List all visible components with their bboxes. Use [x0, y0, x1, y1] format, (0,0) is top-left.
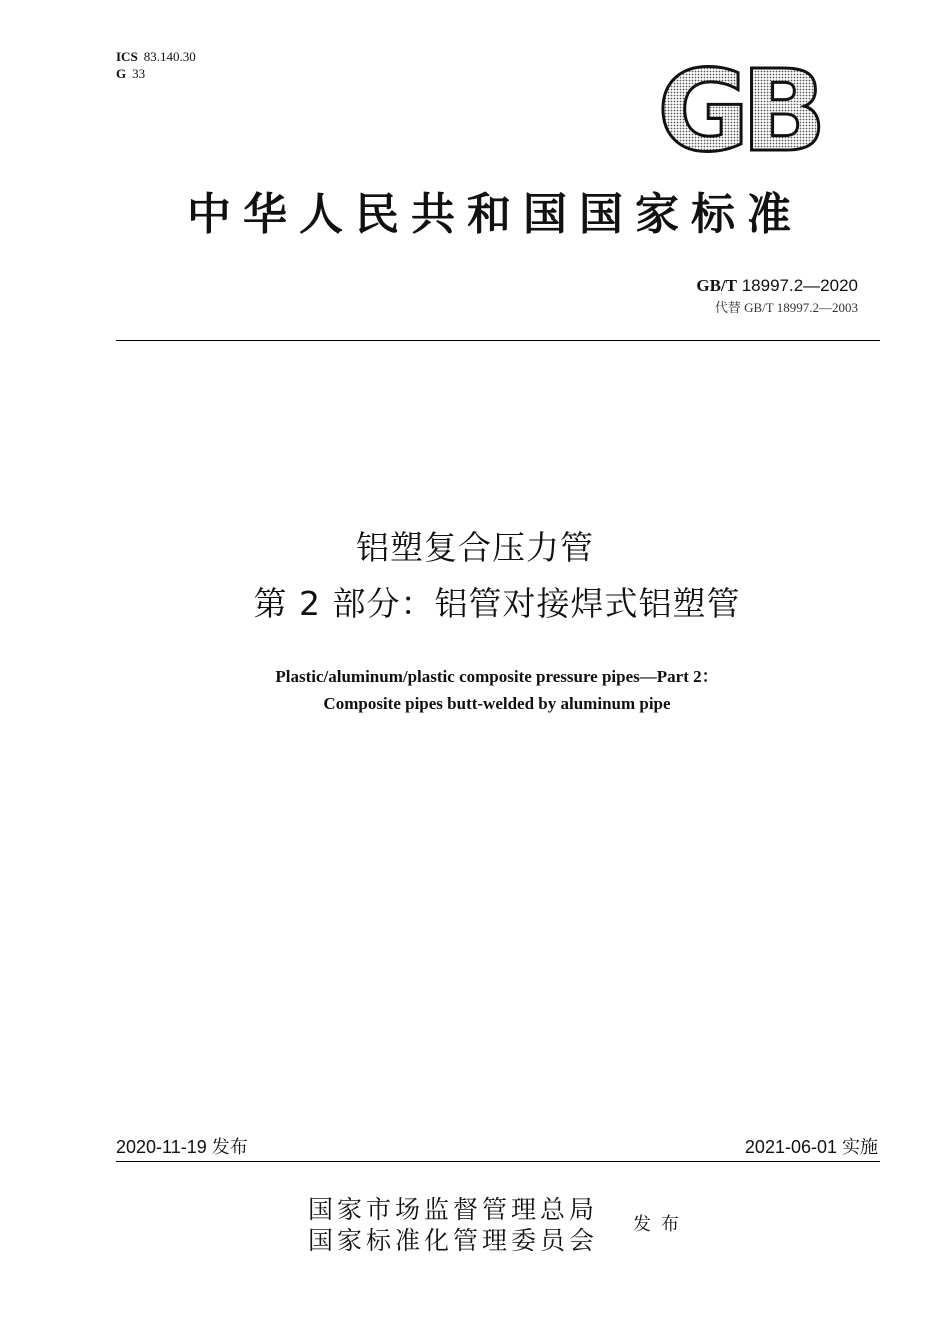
- class-line: [116, 65, 196, 82]
- standard-prefix: GB/T: [696, 276, 737, 295]
- issuer-line2: 国家标准化管理委员会: [308, 1226, 599, 1255]
- gb-logo: [640, 58, 836, 158]
- ics-line: [116, 48, 196, 65]
- bottom-divider: [116, 1161, 880, 1162]
- en-title-line2: Composite pipes butt-welded by aluminum pipe: [323, 694, 671, 713]
- issue-date: 2020-11-19 发布: [116, 1137, 248, 1157]
- ics-block: [116, 48, 196, 82]
- standard-number: [696, 276, 858, 296]
- class-code: 33: [132, 66, 146, 81]
- national-standard-title: 中华人民共和国国家标准: [187, 189, 803, 240]
- publish-label: 发布: [633, 1214, 689, 1235]
- gb-logo-text: GB: [657, 58, 819, 158]
- cn-title-line1: 铝塑复合压力管: [356, 528, 594, 567]
- cn-title-line2: 第 2 部分：铝管对接焊式铝塑管: [253, 584, 741, 623]
- top-divider: [116, 340, 880, 341]
- standard-code: 18997.2—2020: [741, 276, 858, 295]
- ics-label: ICS: [116, 49, 138, 64]
- replaces-standard: 代替 GB/T 18997.2—2003: [714, 300, 858, 315]
- implementation-date: 2021-06-01 实施: [744, 1137, 878, 1157]
- class-label: G: [116, 66, 127, 81]
- en-title-line1: Plastic/aluminum/plastic composite pressure pipes—Part 2：: [275, 667, 719, 686]
- issuer-line1: 国家市场监督管理总局: [308, 1195, 599, 1224]
- ics-code: 83.140.30: [143, 49, 196, 64]
